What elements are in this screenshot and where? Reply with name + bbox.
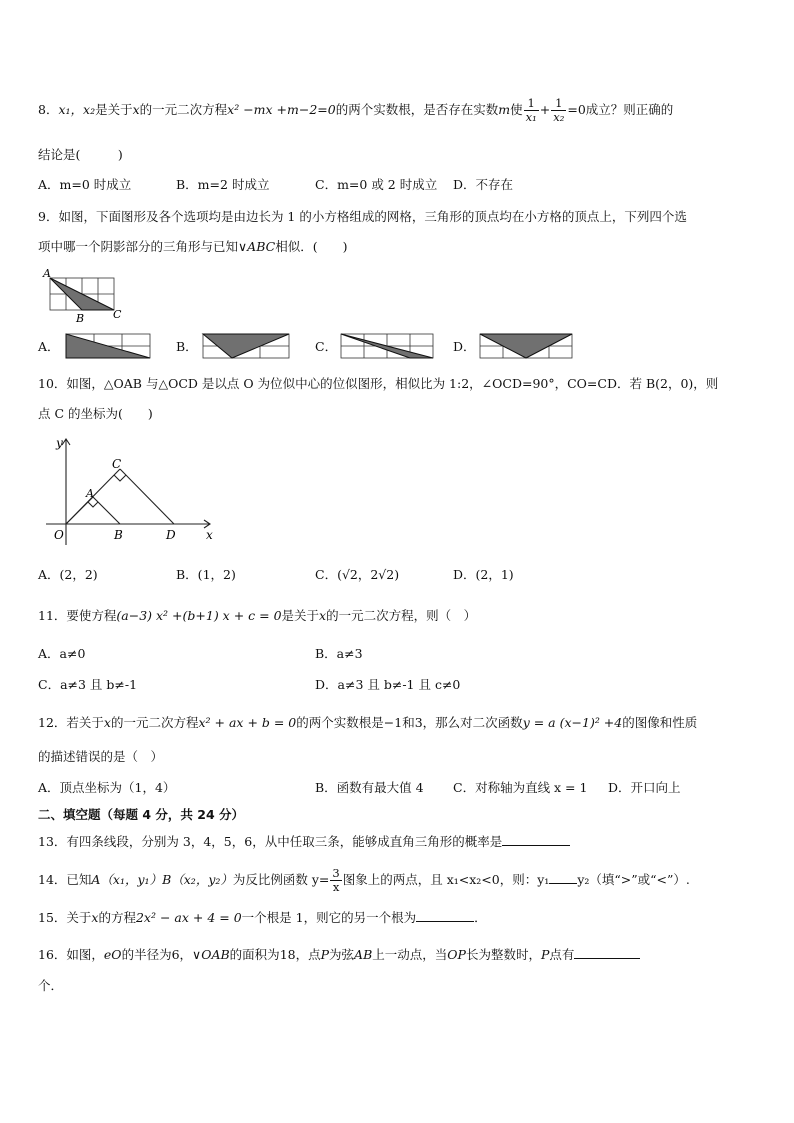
q12-text-a: 12．若关于 [38,715,104,730]
q12-line1 [38,714,697,732]
q14-fraction: $\frac{3}{x}$ [332,866,340,894]
q8-text-d: 使 [510,102,523,117]
q8-fraction-2: $\frac{1}{\text{x₂}}$ [553,96,565,124]
q16-line1 [38,946,640,964]
q15-equation: 2x² − ax + 4 = 0 [135,910,242,925]
q8-text-c: 的两个实数根，是否存在实数 [335,102,499,117]
q14-text-d: y₂（填“>”或“<”）. [577,872,690,887]
q15-text-a: 15．关于 [38,910,92,925]
q16-triangle: ∨OAB [192,947,230,962]
q9-option-c-label[interactable]: C． [315,339,338,354]
q10-label-o: O [54,528,64,542]
q8-option-d[interactable]: D．不存在 [453,177,514,192]
q9-option-c-figure[interactable] [337,330,435,362]
q10-label-d: D [166,528,176,542]
q8-equation: x² −mx +m−2=0 [227,102,336,117]
q12-option-c[interactable]: C．对称轴为直线 x = 1 [453,780,588,795]
q13-line [38,833,570,851]
q16-var-p: P [320,947,330,962]
section-2-title: 二、填空题（每题 4 分，共 24 分） [38,807,245,822]
q16-text-e: ，点 [295,947,321,962]
q16-chord: AB [354,947,373,962]
q8-var-x: x [132,102,140,117]
q8-fraction-1: $\frac{1}{\text{x₁}}$ [525,96,537,124]
q16-text-b: 的半径为 [121,947,172,962]
q14-text-a: 14．已知 [38,872,92,887]
q16-text-i: 点有 [549,947,575,962]
q16-answer-blank[interactable] [574,946,640,959]
q16-line2: 个． [38,978,64,993]
q14-text-c: 图象上的两点，且 x₁<x₂<0，则：y₁ [342,872,550,887]
q9-triangle-name: ∨ABC [238,239,276,254]
q8-vars: x₁，x₂ [58,102,96,117]
q13-text: 13．有四条线段，分别为 3，4，5，6，从中任取三条，能够成直角三角形的概率是 [38,834,503,849]
q11-var-x: x [319,608,327,623]
q8-plus: + [539,102,551,117]
q14-answer-blank[interactable] [549,871,577,884]
q16-text-d: 的面积为 [229,947,280,962]
q8-option-b[interactable]: B．m=2 时成立 [176,177,270,192]
q12-var-x: x [103,715,111,730]
q10-coordinate-figure [42,435,222,550]
q16-text-g: 上一动点，当 [372,947,448,962]
q9-option-a-figure[interactable] [62,330,152,362]
q10-option-a[interactable]: A．(2，2) [38,567,98,582]
q9-label-c: C [113,308,122,321]
q11-text-b: 是关于 [281,608,320,623]
q8-line1 [38,97,673,124]
q10-label-c: C [112,457,122,471]
q16-text-h: 长为整数时， [465,947,541,962]
q9-option-d-label[interactable]: D． [453,339,476,354]
q8-option-a[interactable]: A．m=0 时成立 [38,177,132,192]
q14-points: A（x₁，y₁）B（x₂，y₂） [91,872,233,887]
q16-text-f: 为弦 [329,947,355,962]
q13-answer-blank[interactable] [502,833,570,846]
q14-line [38,867,690,894]
q12-text-d: ，那么对二次函数 [422,715,523,730]
q9-option-b-label[interactable]: B． [176,339,198,354]
q12-option-d[interactable]: D．开口向上 [608,780,681,795]
q9-label-a: A [43,267,51,280]
q9-line1: 9．如图，下面图形及各个选项均是由边长为 1 的小方格组成的网格，三角形的顶点均在小方格的顶点上，下列四个选 [38,209,687,224]
q12-text-b: 的一元二次方程 [110,715,199,730]
q15-line [38,909,487,927]
q12-line2: 的描述错误的是（ ） [38,749,164,764]
q12-option-a[interactable]: A．顶点坐标为（1，4） [38,780,176,795]
q16-text-c: ， [179,947,193,962]
q12-roots: −1和3 [383,715,423,730]
q12-equation: x² + ax + b = 0 [198,715,297,730]
q12-function: y = a (x−1)² +4 [522,715,623,730]
q10-option-d[interactable]: D．(2，1) [453,567,514,582]
q16-radius: 6 [171,947,180,962]
q11-option-b[interactable]: B．a≠3 [315,646,363,661]
q8-text-a: 是关于 [95,102,133,117]
q10-label-x: x [206,528,213,542]
q14-text-b: 为反比例函数 y= [232,872,330,887]
q9-option-a-label[interactable]: A． [38,339,60,354]
q10-option-b[interactable]: B．(1，2) [176,567,236,582]
q10-label-a: A [86,487,94,500]
q9-main-figure [38,266,138,324]
q8-text-e: =0成立？则正确的 [567,102,674,117]
q16-circle: eO [103,947,122,962]
q15-answer-blank[interactable] [416,909,474,922]
q15-text-b: 的方程 [98,910,136,925]
q12-option-b[interactable]: B．函数有最大值 4 [315,780,424,795]
q10-line1: 10．如图，△OAB 与△OCD 是以点 O 为位似中心的位似图形，相似比为 1:2，∠OCD=90°，CO=CD．若 B(2，0)，则 [38,376,719,391]
q16-segment: OP [447,947,466,962]
q16-area: 18 [279,947,296,962]
q15-var-x: x [91,910,99,925]
q8-option-c[interactable]: C．m=0 或 2 时成立 [315,177,438,192]
q11-equation: (a−3) x² +(b+1) x + c = 0 [116,608,282,623]
q9-line2-a: 项中哪一个阴影部分的三角形与已知 [38,239,239,254]
q8-var-m: m [498,102,511,117]
q9-option-b-figure[interactable] [199,330,291,362]
q11-option-a[interactable]: A．a≠0 [38,646,86,661]
q9-line2 [38,238,347,256]
q10-line2: 点 C 的坐标为( ) [38,406,153,421]
q15-text-d: ． [474,910,487,925]
q11-line1 [38,607,476,625]
q11-option-c[interactable]: C．a≠3 且 b≠-1 [38,677,138,692]
q12-text-c: 的两个实数根是 [296,715,384,730]
q9-label-b: B [76,312,85,325]
q16-text-a: 16．如图， [38,947,104,962]
q15-text-c: 一个根是 1，则它的另一个根为 [241,910,417,925]
q10-label-b: B [114,528,123,542]
q9-option-d-figure[interactable] [476,330,576,362]
q8-line2: 结论是( ) [38,147,123,162]
q11-text-c: 的一元二次方程，则（ ） [326,608,477,623]
q10-label-y: y [56,436,63,450]
q11-text-a: 11．要使方程 [38,608,117,623]
q9-line2-b: 相似．( ) [275,239,348,254]
q8-number: 8． [38,102,59,117]
q11-option-d[interactable]: D．a≠3 且 b≠-1 且 c≠0 [315,677,461,692]
q16-var-p2: P [540,947,550,962]
q10-option-c[interactable]: C．(√2，2√2) [315,567,400,582]
q8-text-b: 的一元二次方程 [139,102,228,117]
q12-text-e: 的图像和性质 [622,715,698,730]
